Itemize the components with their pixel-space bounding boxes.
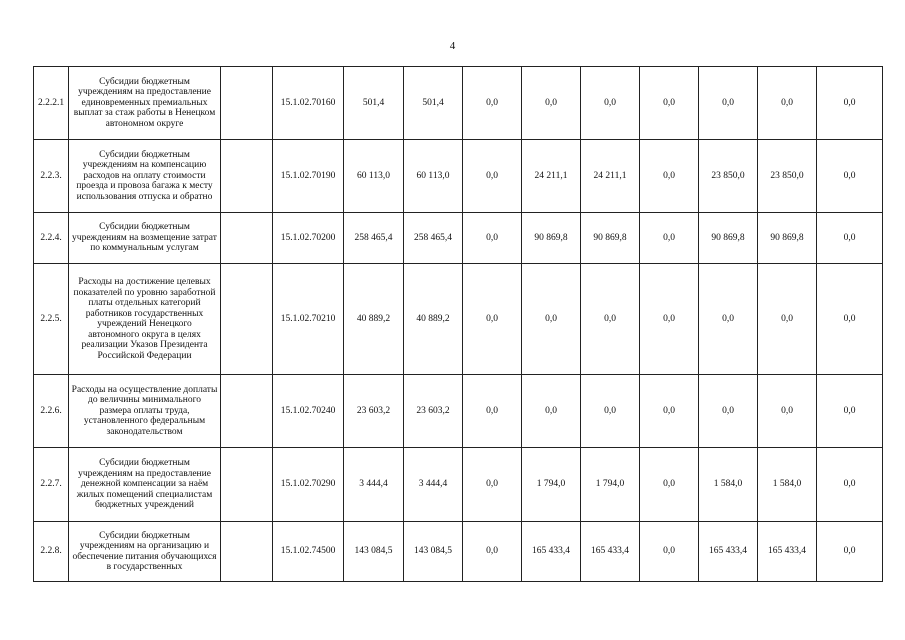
row-value: 0,0 [522,264,581,375]
row-value: 0,0 [817,448,883,522]
row-value: 0,0 [699,375,758,448]
row-value: 0,0 [640,213,699,264]
row-code: 15.1.02.74500 [273,522,344,582]
table-row [34,522,883,582]
row-blank [221,448,273,522]
row-value: 0,0 [463,522,522,582]
row-value: 258 465,4 [404,213,463,264]
row-value: 143 084,5 [344,522,404,582]
row-name: Субсидии бюджетным учреждениям на компенсацию расходов на оплату стоимости проезда и провоза багажа к месту использования отпуска и обратно [69,140,221,213]
row-code: 15.1.02.70190 [273,140,344,213]
row-value: 1 794,0 [581,448,640,522]
row-value: 3 444,4 [404,448,463,522]
row-value: 0,0 [758,375,817,448]
row-blank [221,264,273,375]
row-value: 0,0 [640,67,699,140]
row-value: 0,0 [463,67,522,140]
row-value: 0,0 [463,375,522,448]
row-name: Расходы на достижение целевых показателей по уровню заработной платы отдельных категорий работников государственных учреждений Ненецкого автономного округа в целях реализации Указов Президента Российской Федерации [69,264,221,375]
row-value: 0,0 [640,140,699,213]
row-value: 165 433,4 [699,522,758,582]
row-id: 2.2.8. [34,522,69,582]
row-value: 90 869,8 [758,213,817,264]
table-row [34,264,883,375]
row-value: 0,0 [640,448,699,522]
row-value: 1 584,0 [699,448,758,522]
row-name: Субсидии бюджетным учреждениям на возмещение затрат по коммунальным услугам [69,213,221,264]
table-row [34,375,883,448]
row-value: 0,0 [817,140,883,213]
row-code: 15.1.02.70210 [273,264,344,375]
row-value: 23 603,2 [404,375,463,448]
row-value: 0,0 [817,213,883,264]
row-name: Субсидии бюджетным учреждениям на предоставление единовременных премиальных выплат за стаж работы в Ненецком автономном округе [69,67,221,140]
row-value: 0,0 [522,375,581,448]
row-name: Субсидии бюджетным учреждениям на организацию и обеспечение питания обучающихся в государственных [69,522,221,582]
row-value: 143 084,5 [404,522,463,582]
row-value: 0,0 [463,264,522,375]
table-row [34,140,883,213]
row-value: 40 889,2 [344,264,404,375]
row-blank [221,375,273,448]
row-id: 2.2.2.1 [34,67,69,140]
row-value: 0,0 [758,264,817,375]
row-value: 60 113,0 [404,140,463,213]
row-id: 2.2.3. [34,140,69,213]
row-value: 0,0 [699,67,758,140]
row-value: 1 794,0 [522,448,581,522]
row-value: 0,0 [817,67,883,140]
row-id: 2.2.5. [34,264,69,375]
row-blank [221,213,273,264]
row-value: 24 211,1 [581,140,640,213]
row-value: 0,0 [758,67,817,140]
row-value: 0,0 [817,264,883,375]
row-blank [221,67,273,140]
row-value: 0,0 [463,448,522,522]
row-value: 3 444,4 [344,448,404,522]
table-row [34,213,883,264]
row-blank [221,140,273,213]
row-value: 501,4 [404,67,463,140]
row-value: 0,0 [522,67,581,140]
row-value: 90 869,8 [522,213,581,264]
row-id: 2.2.6. [34,375,69,448]
row-value: 501,4 [344,67,404,140]
row-value: 0,0 [699,264,758,375]
row-value: 0,0 [817,522,883,582]
row-value: 60 113,0 [344,140,404,213]
row-code: 15.1.02.70160 [273,67,344,140]
table-row [34,67,883,140]
row-id: 2.2.7. [34,448,69,522]
row-name: Субсидии бюджетным учреждениям на предоставление денежной компенсации за наём жилых помещений специалистам бюджетных учреждений [69,448,221,522]
row-value: 165 433,4 [522,522,581,582]
row-code: 15.1.02.70240 [273,375,344,448]
table-row [34,448,883,522]
row-value: 23 603,2 [344,375,404,448]
row-value: 0,0 [463,213,522,264]
row-value: 0,0 [640,522,699,582]
row-value: 0,0 [640,375,699,448]
row-value: 90 869,8 [581,213,640,264]
row-value: 0,0 [640,264,699,375]
row-value: 23 850,0 [699,140,758,213]
row-value: 0,0 [817,375,883,448]
row-value: 0,0 [463,140,522,213]
row-value: 165 433,4 [758,522,817,582]
row-value: 165 433,4 [581,522,640,582]
page-number: 4 [449,40,456,52]
row-id: 2.2.4. [34,213,69,264]
row-value: 24 211,1 [522,140,581,213]
budget-table [33,66,883,582]
row-value: 40 889,2 [404,264,463,375]
row-name: Расходы на осуществление доплаты до величины минимального размера оплаты труда, установленного федеральным законодательством [69,375,221,448]
row-code: 15.1.02.70200 [273,213,344,264]
row-value: 258 465,4 [344,213,404,264]
row-blank [221,522,273,582]
row-value: 90 869,8 [699,213,758,264]
row-value: 0,0 [581,375,640,448]
row-value: 1 584,0 [758,448,817,522]
row-value: 0,0 [581,67,640,140]
row-code: 15.1.02.70290 [273,448,344,522]
row-value: 23 850,0 [758,140,817,213]
row-value: 0,0 [581,264,640,375]
table-body [34,67,883,582]
